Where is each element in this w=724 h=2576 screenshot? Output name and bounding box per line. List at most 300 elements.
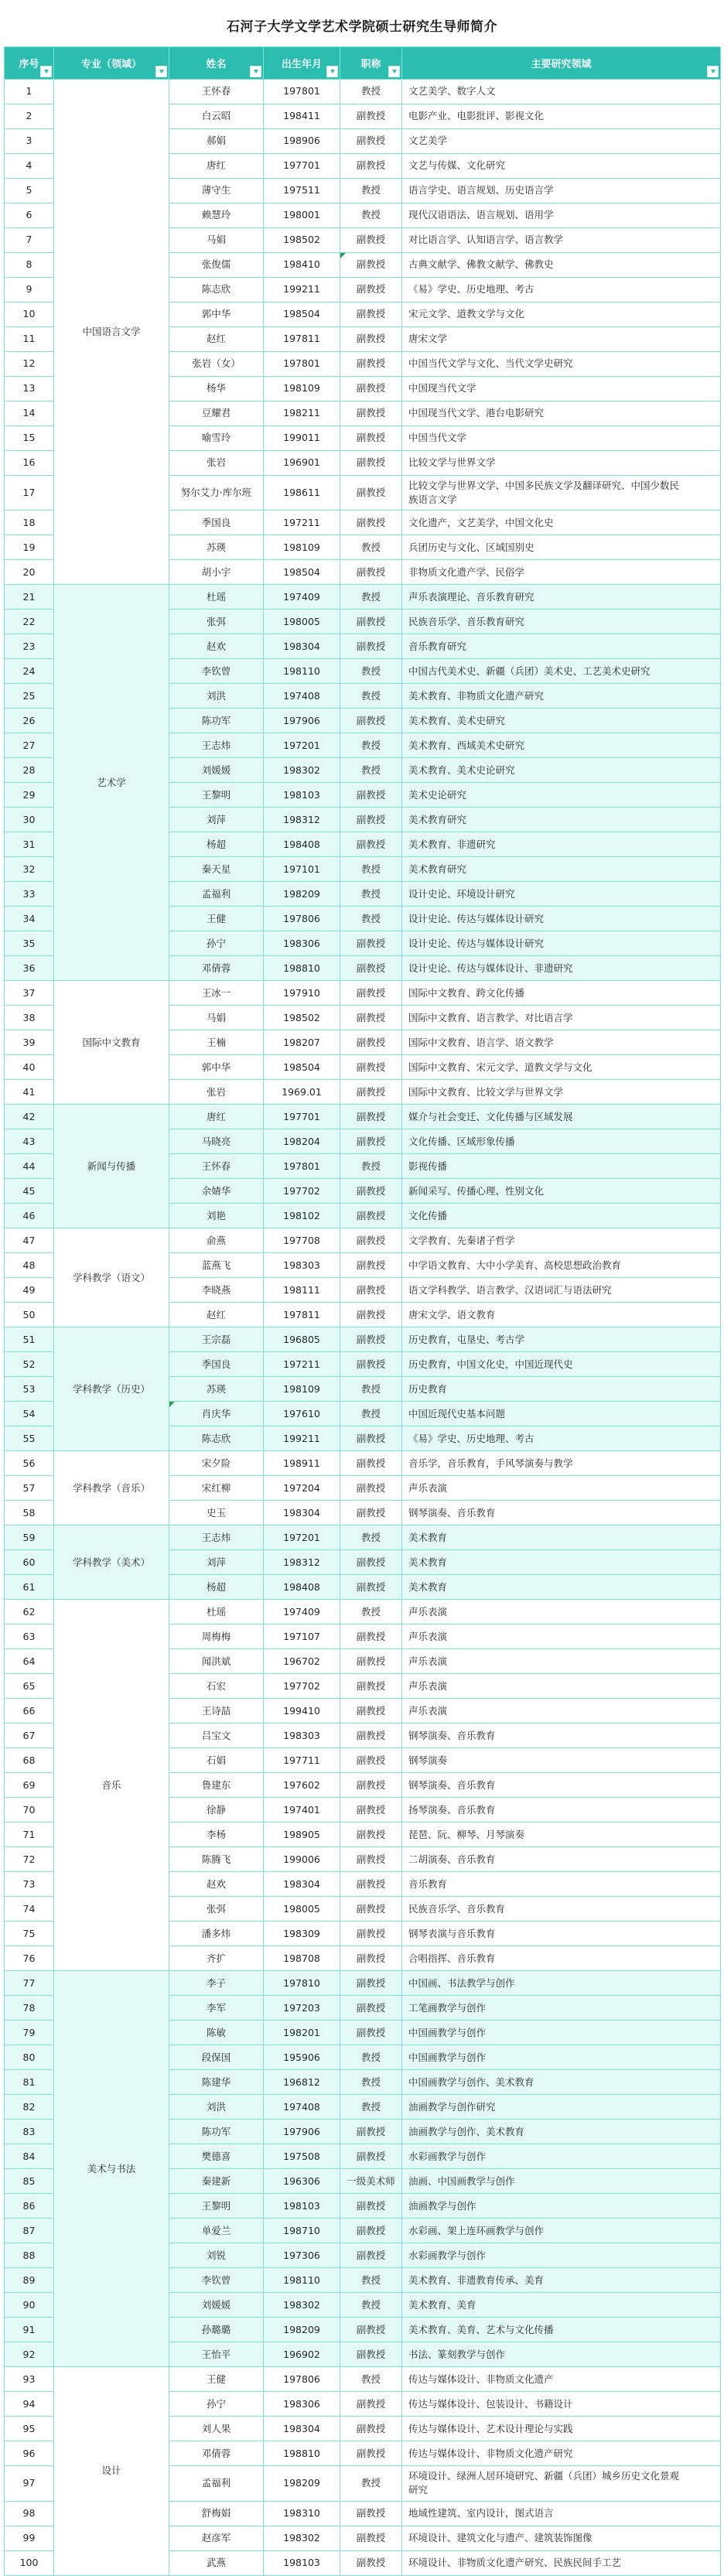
comment-marker-icon bbox=[169, 1402, 175, 1407]
cell-title: 副教授 bbox=[340, 956, 402, 981]
cell-field: 钢琴演奏、音乐教育 bbox=[402, 1773, 721, 1798]
cell-birth: 198611 bbox=[264, 476, 340, 511]
header-label: 姓名 bbox=[206, 59, 227, 70]
cell-name: 王怀春 bbox=[169, 1154, 264, 1179]
cell-seq: 27 bbox=[5, 733, 54, 758]
cell-seq: 17 bbox=[5, 476, 54, 511]
cell-name: 张弭 bbox=[169, 1897, 264, 1922]
cell-title: 教授 bbox=[340, 2293, 402, 2318]
filter-dropdown-icon[interactable] bbox=[250, 66, 261, 77]
chevron-down-icon bbox=[330, 70, 335, 73]
cell-title: 教授 bbox=[340, 857, 402, 882]
cell-seq: 83 bbox=[5, 2120, 54, 2144]
cell-birth: 198001 bbox=[264, 203, 340, 228]
cell-birth: 198005 bbox=[264, 1897, 340, 1922]
cell-birth: 195906 bbox=[264, 2045, 340, 2070]
cell-title: 副教授 bbox=[340, 2120, 402, 2144]
cell-birth: 198312 bbox=[264, 808, 340, 832]
table-row bbox=[5, 2367, 721, 2392]
cell-birth: 197511 bbox=[264, 179, 340, 203]
table-row bbox=[5, 1600, 721, 1625]
cell-seq: 70 bbox=[5, 1798, 54, 1823]
cell-name: 杨超 bbox=[169, 832, 264, 857]
cell-title: 副教授 bbox=[340, 2501, 402, 2526]
cell-seq: 50 bbox=[5, 1303, 54, 1327]
cell-birth: 198111 bbox=[264, 1278, 340, 1303]
cell-seq: 19 bbox=[5, 535, 54, 560]
table-row bbox=[5, 981, 721, 1006]
cell-name: 邓倩蓉 bbox=[169, 2441, 264, 2466]
cell-seq: 24 bbox=[5, 659, 54, 684]
cell-title: 副教授 bbox=[340, 377, 402, 401]
cell-name: 张岩 bbox=[169, 451, 264, 476]
cell-seq: 78 bbox=[5, 1996, 54, 2021]
cell-seq: 48 bbox=[5, 1253, 54, 1278]
cell-seq: 22 bbox=[5, 610, 54, 634]
filter-dropdown-icon[interactable] bbox=[155, 66, 167, 77]
cell-name: 闻洪斌 bbox=[169, 1649, 264, 1674]
cell-birth: 197906 bbox=[264, 709, 340, 733]
cell-seq: 89 bbox=[5, 2268, 54, 2293]
cell-birth: 198302 bbox=[264, 758, 340, 783]
cell-birth: 198109 bbox=[264, 1377, 340, 1402]
cell-title: 教授 bbox=[340, 882, 402, 907]
cell-birth: 198810 bbox=[264, 2441, 340, 2466]
cell-birth: 197408 bbox=[264, 684, 340, 709]
cell-seq: 49 bbox=[5, 1278, 54, 1303]
cell-title: 副教授 bbox=[340, 931, 402, 956]
cell-name: 段保国 bbox=[169, 2045, 264, 2070]
cell-birth: 198304 bbox=[264, 1501, 340, 1525]
cell-seq: 86 bbox=[5, 2194, 54, 2219]
cell-field: 书法、篆刻教学与创作 bbox=[402, 2342, 721, 2367]
cell-title: 副教授 bbox=[340, 476, 402, 511]
cell-title: 副教授 bbox=[340, 808, 402, 832]
cell-field: 美术教育研究 bbox=[402, 808, 721, 832]
cell-title: 副教授 bbox=[340, 832, 402, 857]
cell-birth: 197201 bbox=[264, 1525, 340, 1550]
cell-title: 副教授 bbox=[340, 2219, 402, 2243]
cell-name: 俞燕 bbox=[169, 1228, 264, 1253]
cell-name: 王冰一 bbox=[169, 981, 264, 1006]
cell-field: 民族音乐学、音乐教育研究 bbox=[402, 610, 721, 634]
cell-birth: 199211 bbox=[264, 278, 340, 302]
cell-major: 学科教学（音乐） bbox=[54, 1451, 169, 1525]
cell-seq: 94 bbox=[5, 2392, 54, 2417]
cell-seq: 82 bbox=[5, 2095, 54, 2120]
table-row bbox=[5, 1451, 721, 1476]
cell-birth: 198312 bbox=[264, 1550, 340, 1575]
header-label: 序号 bbox=[19, 59, 39, 70]
cell-seq: 34 bbox=[5, 907, 54, 931]
cell-title: 副教授 bbox=[340, 1897, 402, 1922]
cell-seq: 38 bbox=[5, 1006, 54, 1030]
cell-title: 副教授 bbox=[340, 129, 402, 154]
cell-name: 秦建新 bbox=[169, 2169, 264, 2194]
cell-field: 钢琴表演与音乐教育 bbox=[402, 1922, 721, 1946]
table-row bbox=[5, 1971, 721, 1996]
cell-title: 副教授 bbox=[340, 2526, 402, 2550]
cell-birth: 197811 bbox=[264, 1303, 340, 1327]
cell-field: 传达与媒体设计、艺术设计理论与实践 bbox=[402, 2417, 721, 2441]
cell-field: 美术史论研究 bbox=[402, 783, 721, 808]
cell-title: 副教授 bbox=[340, 1327, 402, 1352]
cell-birth: 196901 bbox=[264, 451, 340, 476]
cell-name: 赵欢 bbox=[169, 1872, 264, 1897]
cell-birth: 197801 bbox=[264, 352, 340, 377]
cell-field: 美术教育研究 bbox=[402, 857, 721, 882]
cell-title: 教授 bbox=[340, 179, 402, 203]
cell-seq: 79 bbox=[5, 2021, 54, 2045]
cell-name: 孟福利 bbox=[169, 882, 264, 907]
cell-title: 教授 bbox=[340, 1154, 402, 1179]
cell-field: 声乐表演 bbox=[402, 1600, 721, 1625]
cell-birth: 197801 bbox=[264, 80, 340, 104]
cell-name: 秦天星 bbox=[169, 857, 264, 882]
cell-name: 刘媛媛 bbox=[169, 758, 264, 783]
cell-title: 副教授 bbox=[340, 2021, 402, 2045]
chevron-down-icon bbox=[392, 70, 397, 73]
cell-seq: 100 bbox=[5, 2550, 54, 2575]
cell-title: 副教授 bbox=[340, 1228, 402, 1253]
header-label: 职称 bbox=[360, 59, 381, 70]
cell-seq: 42 bbox=[5, 1105, 54, 1129]
cell-title: 副教授 bbox=[340, 709, 402, 733]
cell-birth: 198408 bbox=[264, 832, 340, 857]
cell-seq: 56 bbox=[5, 1451, 54, 1476]
cell-seq: 40 bbox=[5, 1055, 54, 1080]
cell-seq: 26 bbox=[5, 709, 54, 733]
cell-name: 杜瑶 bbox=[169, 1600, 264, 1625]
cell-birth: 198306 bbox=[264, 2392, 340, 2417]
cell-name: 薄守生 bbox=[169, 179, 264, 203]
cell-seq: 72 bbox=[5, 1847, 54, 1872]
cell-birth: 196306 bbox=[264, 2169, 340, 2194]
cell-seq: 18 bbox=[5, 511, 54, 535]
cell-seq: 6 bbox=[5, 203, 54, 228]
cell-seq: 88 bbox=[5, 2243, 54, 2268]
cell-name: 陈敏 bbox=[169, 2021, 264, 2045]
cell-seq: 95 bbox=[5, 2417, 54, 2441]
cell-seq: 31 bbox=[5, 832, 54, 857]
cell-title: 教授 bbox=[340, 1600, 402, 1625]
cell-name: 齐扩 bbox=[169, 1946, 264, 1971]
cell-title: 副教授 bbox=[340, 1748, 402, 1773]
cell-name: 陈志欣 bbox=[169, 1426, 264, 1451]
cell-birth: 198502 bbox=[264, 228, 340, 253]
cell-title: 副教授 bbox=[340, 560, 402, 585]
cell-name: 孙宁 bbox=[169, 2392, 264, 2417]
cell-seq: 37 bbox=[5, 981, 54, 1006]
cell-name: 刘艳 bbox=[169, 1204, 264, 1228]
cell-title: 副教授 bbox=[340, 1080, 402, 1105]
cell-title: 教授 bbox=[340, 684, 402, 709]
cell-major: 学科教学（历史） bbox=[54, 1327, 169, 1451]
filter-dropdown-icon[interactable] bbox=[326, 66, 338, 77]
cell-birth: 198911 bbox=[264, 1451, 340, 1476]
cell-birth: 198209 bbox=[264, 882, 340, 907]
cell-name: 邓倩蓉 bbox=[169, 956, 264, 981]
cell-field: 古典文献学、佛教文献学、佛教史 bbox=[402, 253, 721, 278]
cell-field: 《易》学史、历史地理、考古 bbox=[402, 1426, 721, 1451]
cell-name: 赵欢 bbox=[169, 634, 264, 659]
cell-title: 一级美术师 bbox=[340, 2169, 402, 2194]
cell-birth: 197701 bbox=[264, 154, 340, 179]
cell-field: 美术教育、非物质文化遗产研究 bbox=[402, 684, 721, 709]
cell-title: 副教授 bbox=[340, 1847, 402, 1872]
cell-title: 教授 bbox=[340, 80, 402, 104]
cell-field: 现代汉语语法、语言规划、语用学 bbox=[402, 203, 721, 228]
cell-title: 副教授 bbox=[340, 1649, 402, 1674]
cell-seq: 46 bbox=[5, 1204, 54, 1228]
cell-field: 美术教育、美育、艺术与文化传播 bbox=[402, 2318, 721, 2342]
cell-title: 副教授 bbox=[340, 2441, 402, 2466]
cell-field: 国际中文教育、跨文化传播 bbox=[402, 981, 721, 1006]
cell-seq: 28 bbox=[5, 758, 54, 783]
cell-seq: 8 bbox=[5, 253, 54, 278]
cell-field: 比较文学与世界文学、中国多民族文学及翻译研究、中国少数民族语言文学 bbox=[402, 476, 721, 511]
cell-seq: 54 bbox=[5, 1402, 54, 1426]
cell-title: 副教授 bbox=[340, 1006, 402, 1030]
cell-field: 中国画教学与创作 bbox=[402, 2021, 721, 2045]
cell-title: 副教授 bbox=[340, 1773, 402, 1798]
cell-title: 副教授 bbox=[340, 2417, 402, 2441]
cell-name: 刘洪 bbox=[169, 2095, 264, 2120]
cell-title: 副教授 bbox=[340, 1303, 402, 1327]
cell-title: 副教授 bbox=[340, 451, 402, 476]
table-body bbox=[5, 80, 721, 2576]
cell-field: 语文学科教学、语言教学、汉语词汇与语法研究 bbox=[402, 1278, 721, 1303]
cell-title: 教授 bbox=[340, 907, 402, 931]
cell-seq: 58 bbox=[5, 1501, 54, 1525]
cell-name: 鲁建东 bbox=[169, 1773, 264, 1798]
cell-name: 胡小宇 bbox=[169, 560, 264, 585]
cell-birth: 198209 bbox=[264, 2466, 340, 2501]
cell-seq: 93 bbox=[5, 2367, 54, 2392]
cell-field: 电影产业、电影批评、影视文化 bbox=[402, 104, 721, 129]
cell-name: 张俊儒 bbox=[169, 253, 264, 278]
filter-dropdown-icon[interactable] bbox=[707, 66, 719, 77]
cell-title: 副教授 bbox=[340, 1426, 402, 1451]
cell-title: 副教授 bbox=[340, 2194, 402, 2219]
cell-birth: 198204 bbox=[264, 1129, 340, 1154]
cell-title: 副教授 bbox=[340, 1625, 402, 1649]
comment-marker-icon bbox=[340, 253, 346, 258]
cell-birth: 196805 bbox=[264, 1327, 340, 1352]
cell-name: 郝娟 bbox=[169, 129, 264, 154]
cell-name: 马娟 bbox=[169, 1006, 264, 1030]
cell-name: 王诗喆 bbox=[169, 1699, 264, 1724]
cell-name: 努尔艾力·库尔班 bbox=[169, 476, 264, 511]
cell-title: 副教授 bbox=[340, 2550, 402, 2575]
cell-name: 季国良 bbox=[169, 1352, 264, 1377]
cell-birth: 198109 bbox=[264, 377, 340, 401]
cell-seq: 76 bbox=[5, 1946, 54, 1971]
cell-birth: 198304 bbox=[264, 2417, 340, 2441]
cell-seq: 59 bbox=[5, 1525, 54, 1550]
cell-title: 教授 bbox=[340, 1377, 402, 1402]
cell-birth: 199410 bbox=[264, 1699, 340, 1724]
cell-name: 王黎明 bbox=[169, 783, 264, 808]
filter-dropdown-icon[interactable] bbox=[40, 66, 52, 77]
cell-birth: 198304 bbox=[264, 1872, 340, 1897]
cell-field: 影视传播 bbox=[402, 1154, 721, 1179]
cell-name: 潘多炜 bbox=[169, 1922, 264, 1946]
cell-title: 教授 bbox=[340, 758, 402, 783]
cell-birth: 198211 bbox=[264, 401, 340, 426]
cell-seq: 67 bbox=[5, 1724, 54, 1748]
cell-seq: 55 bbox=[5, 1426, 54, 1451]
header-col-field bbox=[402, 47, 721, 80]
cell-title: 副教授 bbox=[340, 1724, 402, 1748]
cell-birth: 197806 bbox=[264, 907, 340, 931]
cell-field: 设计史论、环境设计研究 bbox=[402, 882, 721, 907]
cell-title: 副教授 bbox=[340, 2392, 402, 2417]
cell-title: 副教授 bbox=[340, 1922, 402, 1946]
cell-field: 国际中文教育、比较文学与世界文学 bbox=[402, 1080, 721, 1105]
cell-seq: 41 bbox=[5, 1080, 54, 1105]
cell-name: 赵彦军 bbox=[169, 2526, 264, 2550]
cell-seq: 97 bbox=[5, 2466, 54, 2501]
cell-seq: 64 bbox=[5, 1649, 54, 1674]
cell-name: 孟福利 bbox=[169, 2466, 264, 2501]
cell-seq: 21 bbox=[5, 585, 54, 610]
cell-title: 教授 bbox=[340, 585, 402, 610]
cell-name: 赵红 bbox=[169, 327, 264, 352]
cell-title: 副教授 bbox=[340, 511, 402, 535]
cell-seq: 51 bbox=[5, 1327, 54, 1352]
cell-field: 声乐表演理论、音乐教育研究 bbox=[402, 585, 721, 610]
cell-name: 喻雪玲 bbox=[169, 426, 264, 451]
cell-field: 美术教育、美育 bbox=[402, 2293, 721, 2318]
cell-field: 宋元文学、道教文学与文化 bbox=[402, 302, 721, 327]
cell-field: 传达与媒体设计、包装设计、书籍设计 bbox=[402, 2392, 721, 2417]
cell-seq: 73 bbox=[5, 1872, 54, 1897]
cell-seq: 25 bbox=[5, 684, 54, 709]
cell-title: 副教授 bbox=[340, 1946, 402, 1971]
cell-name: 王志炜 bbox=[169, 733, 264, 758]
cell-title: 副教授 bbox=[340, 426, 402, 451]
cell-seq: 85 bbox=[5, 2169, 54, 2194]
cell-title: 教授 bbox=[340, 2095, 402, 2120]
cell-field: 中国画、书法教学与创作 bbox=[402, 1971, 721, 1996]
cell-name: 孙璐璐 bbox=[169, 2318, 264, 2342]
cell-name: 赵红 bbox=[169, 1303, 264, 1327]
cell-birth: 198109 bbox=[264, 535, 340, 560]
cell-title: 教授 bbox=[340, 733, 402, 758]
cell-name: 杜瑶 bbox=[169, 585, 264, 610]
cell-field: 声乐表演 bbox=[402, 1625, 721, 1649]
cell-major: 美术与书法 bbox=[54, 1971, 169, 2367]
cell-field: 美术教育 bbox=[402, 1550, 721, 1575]
cell-field: 美术教育、美术史论研究 bbox=[402, 758, 721, 783]
cell-field: 设计史论、传达与媒体设计研究 bbox=[402, 907, 721, 931]
header-col-title bbox=[340, 47, 402, 80]
cell-birth: 197408 bbox=[264, 2095, 340, 2120]
cell-birth: 197708 bbox=[264, 1228, 340, 1253]
cell-birth: 199011 bbox=[264, 426, 340, 451]
header-label: 专业（领域） bbox=[80, 59, 142, 70]
cell-birth: 197602 bbox=[264, 1773, 340, 1798]
cell-seq: 96 bbox=[5, 2441, 54, 2466]
cell-name: 李钦曾 bbox=[169, 2268, 264, 2293]
cell-birth: 198103 bbox=[264, 783, 340, 808]
cell-seq: 2 bbox=[5, 104, 54, 129]
cell-field: 钢琴演奏、音乐教育 bbox=[402, 1724, 721, 1748]
cell-seq: 43 bbox=[5, 1129, 54, 1154]
cell-name: 王健 bbox=[169, 907, 264, 931]
cell-name: 余婧华 bbox=[169, 1179, 264, 1204]
cell-birth: 198504 bbox=[264, 560, 340, 585]
header-label: 主要研究领域 bbox=[531, 59, 592, 70]
cell-birth: 198306 bbox=[264, 931, 340, 956]
cell-birth: 198411 bbox=[264, 104, 340, 129]
cell-birth: 197204 bbox=[264, 1476, 340, 1501]
cell-field: 中国画教学与创作、美术教育 bbox=[402, 2070, 721, 2095]
cell-title: 副教授 bbox=[340, 610, 402, 634]
cell-title: 副教授 bbox=[340, 1055, 402, 1080]
cell-name: 刘媛媛 bbox=[169, 2293, 264, 2318]
cell-birth: 198502 bbox=[264, 1006, 340, 1030]
table-row bbox=[5, 80, 721, 104]
table-row bbox=[5, 1327, 721, 1352]
cell-birth: 196702 bbox=[264, 1649, 340, 1674]
cell-birth: 197211 bbox=[264, 511, 340, 535]
cell-birth: 197801 bbox=[264, 1154, 340, 1179]
cell-birth: 198504 bbox=[264, 302, 340, 327]
cell-major: 艺术学 bbox=[54, 585, 169, 981]
cell-name: 陈志欣 bbox=[169, 278, 264, 302]
cell-name: 徐静 bbox=[169, 1798, 264, 1823]
cell-title: 教授 bbox=[340, 535, 402, 560]
cell-seq: 91 bbox=[5, 2318, 54, 2342]
cell-seq: 69 bbox=[5, 1773, 54, 1798]
cell-field: 中国近现代史基本问题 bbox=[402, 1402, 721, 1426]
cell-seq: 5 bbox=[5, 179, 54, 203]
cell-birth: 197910 bbox=[264, 981, 340, 1006]
cell-field: 声乐表演 bbox=[402, 1674, 721, 1699]
cell-field: 琵琶、阮、柳琴、月琴演奏 bbox=[402, 1823, 721, 1847]
cell-birth: 196902 bbox=[264, 2342, 340, 2367]
page-title: 石河子大学文学艺术学院硕士研究生导师简介 bbox=[227, 19, 497, 35]
cell-name: 王宗磊 bbox=[169, 1327, 264, 1352]
cell-name: 刘洪 bbox=[169, 684, 264, 709]
cell-birth: 197203 bbox=[264, 1996, 340, 2021]
cell-field: 唐宋文学、语文教育 bbox=[402, 1303, 721, 1327]
cell-title: 副教授 bbox=[340, 278, 402, 302]
cell-seq: 61 bbox=[5, 1575, 54, 1600]
cell-field: 文艺与传媒、文化研究 bbox=[402, 154, 721, 179]
cell-birth: 198408 bbox=[264, 1575, 340, 1600]
cell-major: 国际中文教育 bbox=[54, 981, 169, 1105]
cell-name: 杨华 bbox=[169, 377, 264, 401]
cell-title: 副教授 bbox=[340, 253, 402, 278]
cell-name: 张弭 bbox=[169, 610, 264, 634]
cell-field: 声乐表演 bbox=[402, 1476, 721, 1501]
cell-title: 副教授 bbox=[340, 1129, 402, 1154]
cell-birth: 198708 bbox=[264, 1946, 340, 1971]
cell-field: 历史教育，中国文化史，中国近现代史 bbox=[402, 1352, 721, 1377]
cell-name: 苏瑛 bbox=[169, 535, 264, 560]
filter-dropdown-icon[interactable] bbox=[388, 66, 400, 77]
cell-birth: 198103 bbox=[264, 2194, 340, 2219]
cell-field: 《易》学史、历史地理、考古 bbox=[402, 278, 721, 302]
cell-title: 副教授 bbox=[340, 1823, 402, 1847]
cell-field: 钢琴演奏 bbox=[402, 1748, 721, 1773]
cell-seq: 12 bbox=[5, 352, 54, 377]
cell-field: 水彩画、架上连环画教学与创作 bbox=[402, 2219, 721, 2243]
cell-seq: 39 bbox=[5, 1030, 54, 1055]
